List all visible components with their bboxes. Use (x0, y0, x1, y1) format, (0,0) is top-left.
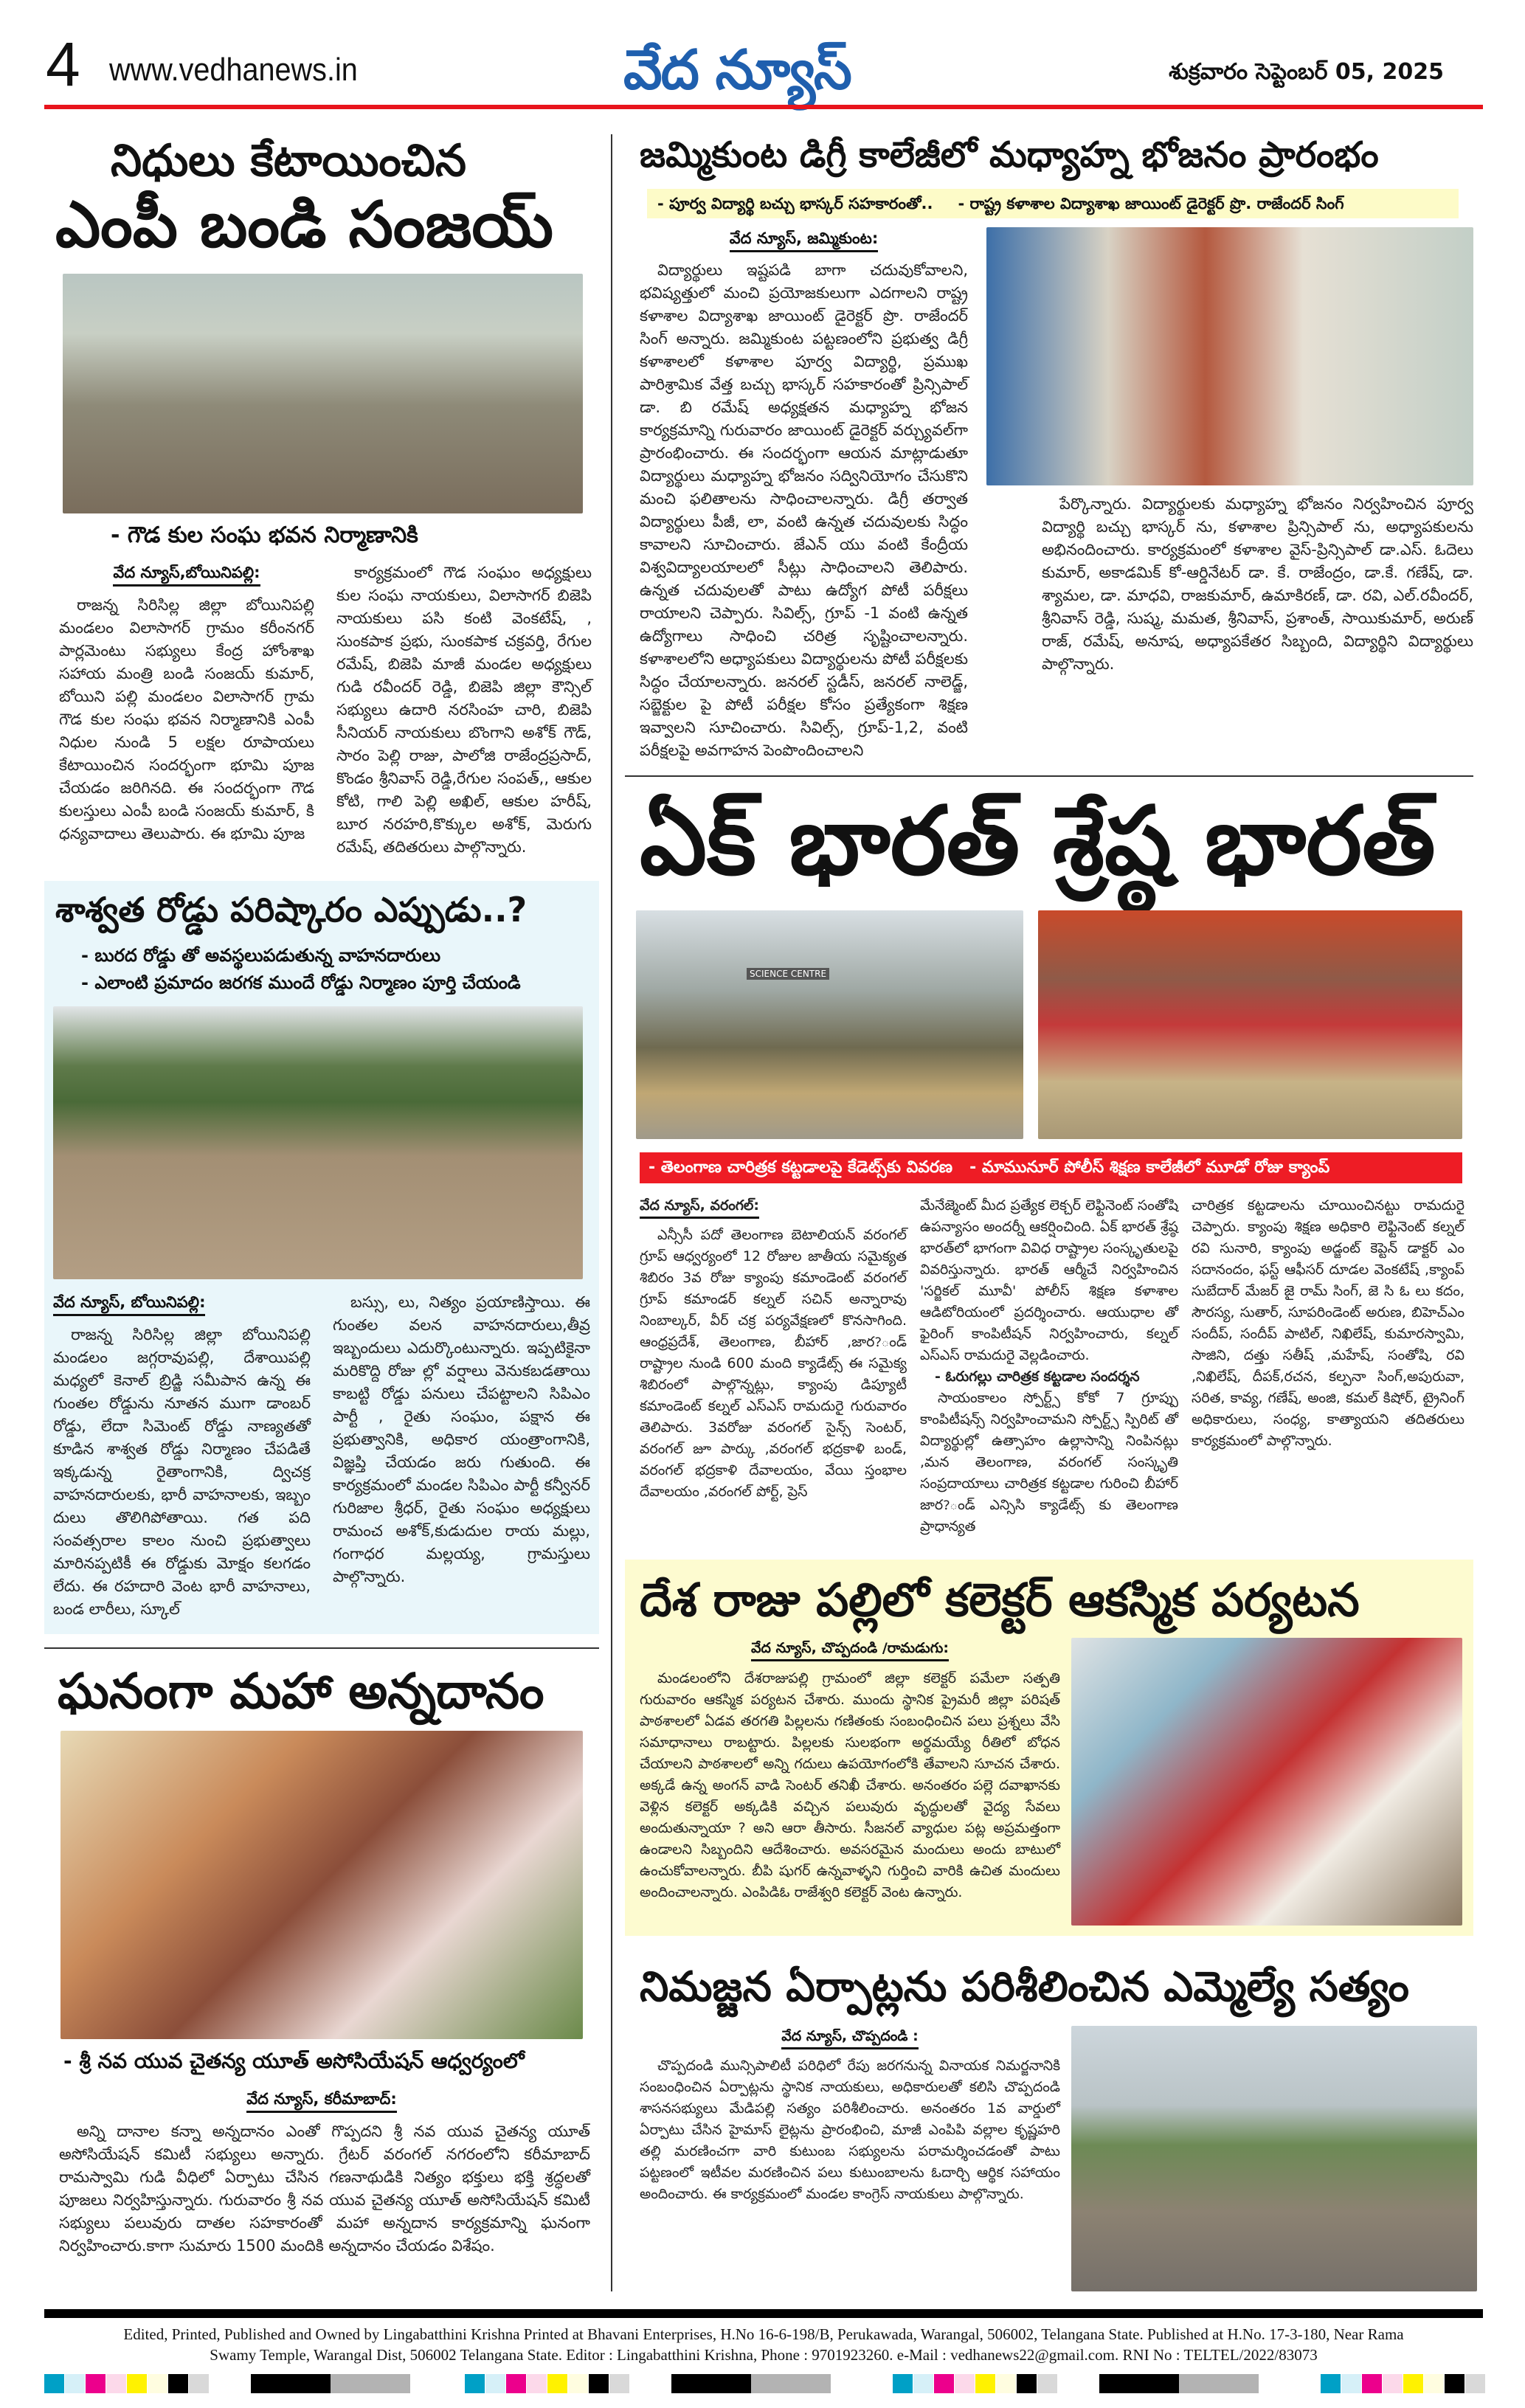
dateline-road: వేద న్యూస్, బోయినిపల్లి: (53, 1291, 311, 1315)
subhead-strip-jammikunta (647, 189, 1459, 218)
caption-mp: - గౌడ కుల సంఘ భవన నిర్మాణానికి (111, 522, 418, 549)
registration-swatch (913, 2374, 933, 2393)
caption-annadanam: - శ్రీ నవ యువ చైతన్య యూత్ అసోసియేషన్ ఆధ్వర్యంలో (63, 2048, 525, 2073)
body-road-col2: బస్సు, లు, నిత్యం ప్రయాణిస్తాయి. ఈ గుంతల వలన వాహనదారులు,తీవ్ర ఇబ్బందులు ఎదుర్కొంటున్నారు. ఇప్పటికైనా మరికొద్ది రోజు ల్లో వర్షాలు వెనుకబడతాయి కాబట్టి రోడ్డు పనులు చేపట్టాలని సిపిఎం పార్టీ , రైతు సంఘం, పక్షాన ఈ ప్రభుత్వానికి, అధికార యంత్రాంగానికి, విజ్ఞప్తి చేయడం జరు గుతుంది. ఈ కార్యక్రమంలో మండల సిపిఎం పార్టీ కన్వీనర్ గురిజాల శ్రీధర్, రైతు సంఘం అధ్యక్షులు రామంచ అశోక్,కుడుదుల రాయ మల్లు, గంగాధర మల్లయ్య, గ్రామస్తులు పాల్గొన్నారు. (333, 1293, 590, 1586)
headline-mp-line1: నిధులు కేటాయించిన (111, 135, 466, 187)
headline-annadanam: ఘనంగా మహా అన్నదానం (58, 1662, 544, 1720)
body-mp-col1: రాజన్న సిరిసిల్ల జిల్లా బోయినిపల్లి మండలం విలాసాగర్ గ్రామం కరీంనగర్ పార్లమెంటు సభ్యులు కేంద్ర హోంశాఖ సహాయ మంత్రి బండి సంజయ్ కుమార్, బోయిని పల్లి మండలం విలాసాగర్ గ్రామ గౌడ కుల సంఘ భవన నిర్మాణానికి ఎంపీ నిధుల నుండి 5 లక్షల రూపాయలు కేటాయించిన సందర్భంగా భూమి పూజ చేయడం జరిగినది. ఈ సందర్భంగా గౌడ కులస్తులు ఎంపీ బండి సంజయ్ కుమార్, కి ధన్యవాదాలు తెలుపారు. ఈ భూమి పూజ (59, 595, 314, 843)
photo-collector-school (1071, 1638, 1462, 1926)
dateline-jammikunta: వేద న్యూస్, జమ్మికుంట: (640, 227, 968, 251)
dateline-annadanam: వేద న్యూస్, కరీమాబాద్: (44, 2088, 599, 2111)
imprint-line-2: Swamy Temple, Warangal Dist, 506002 Telangana State. Editor : Lingabatthini Krishna, Phone : 9701923260. e-Mail : vedhanews22@gmail.com. RNI No : TELTEL/2022/83073 (210, 2345, 1318, 2364)
registration-swatch (1403, 2374, 1423, 2393)
subhead-road-1: - బురద రోడ్డు తో అవస్థలుపడుతున్న వాహనదారులు (81, 945, 441, 966)
registration-swatch (527, 2374, 547, 2393)
section-rule (44, 1647, 599, 1649)
registration-swatch (1341, 2374, 1361, 2393)
registration-swatch (1424, 2374, 1444, 2393)
registration-swatch (65, 2374, 85, 2393)
headline-road: శాశ్వత రోడ్డు పరిష్కారం ఎప్పుడు..? (55, 890, 528, 930)
section-rule (625, 775, 1473, 777)
road-article-box (44, 881, 599, 1633)
registration-swatch (1445, 2374, 1465, 2393)
headline-mp-line2: ఎంపీ బండి సంజయ్ (55, 188, 553, 262)
photo-mla-inspection (1071, 2026, 1477, 2291)
registration-swatch (934, 2374, 954, 2393)
photo-sign-text: SCIENCE CENTRE (747, 968, 829, 980)
body-collector: మండలంలోని దేశరాజుపల్లి గ్రామంలో జిల్లా కలెక్టర్ పమేలా సత్పతి గురువారం ఆకస్మిక పర్యటన చేశారు. ముందు స్థానిక ప్రైమరీ జిల్లా పరిషత్ పాఠశాలలో ఏడవ తరగతి పిల్లలను గణితంకు సంబంధించిన పలు ప్రశ్నలు వేసి సమాధానాలు రాబట్టారు. పిల్లలకు సులభంగా అర్థమయ్యే రీతిలో బోధన చేయాలని పాఠశాలలో అన్ని గదులు ఉపయోగంలోకి తేవాలని సూచన చేశారు. అక్కడే ఉన్న అంగన్ వాడి సెంటర్ తనిఖీ చేశారు. అనంతరం పల్లె దవాఖానకు వెళ్లిన కలెక్టర్ అక్కడికి వచ్చిన పలువురు వృద్ధులతో వైద్య సేవలు అందుతున్నాయా ? అని ఆరా తీసారు. సీజనల్ వ్యాధుల పట్ల అప్రమత్తంగా ఉండాలని సిబ్బందిని ఆదేశించారు. అవసరమైన మందులు అందు బాటులో ఉంచుకోవాలన్నారు. బీపి షుగర్ ఉన్నవాళ్ళని గుర్తించి వారికి ఉచిత మందులు అందించాలన్నారు. ఎంపిడిఓ రాజేశ్వరి కలెక్టర్ వెంట ఉన్నారు. (640, 1670, 1060, 1900)
headline-jammikunta: జమ్మికుంట డిగ్రీ కాలేజీలో మధ్యాహ్న భోజనం ప్రారంభం (640, 134, 1379, 176)
subhead-jammikunta-1: - పూర్వ విద్యార్థి బచ్చు భాస్కర్ సహకారంతో.. (657, 194, 933, 212)
header-rule (44, 105, 1483, 109)
registration-swatch (465, 2374, 485, 2393)
imprint-line-1: Edited, Printed, Published and Owned by Lingabatthini Krishna Printed at Bhavani Enterprises, H.No 16-6-198/B, Perukawada, Warangal, 506002, Telangana State. Published at H.No. 17-3-180, Near Rama (123, 2325, 1404, 2343)
registration-swatch (506, 2374, 526, 2393)
subhead-road-2: - ఎలాంటి ప్రమాదం జరగక ముందే రోడ్డు నిర్మాణం పూర్తి చేయండి (81, 972, 521, 993)
registration-swatch (1383, 2374, 1403, 2393)
issue-date: శుక్రవారం సెప్టెంబర్ 05, 2025 (1169, 59, 1444, 85)
headline-nimajjanam: నిమజ్జన ఏర్పాట్లను పరిశీలించిన ఎమ్మెల్యే సత్యం (640, 1963, 1409, 2012)
registration-swatch (168, 2374, 188, 2393)
footer-rule (44, 2309, 1483, 2318)
registration-block (1099, 2374, 1179, 2393)
photo-muddy-road (53, 1006, 583, 1279)
registration-swatch (547, 2374, 567, 2393)
registration-swatch (996, 2374, 1016, 2393)
registration-swatch (975, 2374, 995, 2393)
column-divider (611, 134, 612, 2291)
registration-swatch (1037, 2374, 1057, 2393)
dateline-ncc: వేద న్యూస్, వరంగల్: (640, 1195, 907, 1217)
registration-swatch (485, 2374, 505, 2393)
registration-block (1179, 2374, 1259, 2393)
body-ncc-col2: మేనేజ్మెంట్ మీద ప్రత్యేక లెక్చర్ లెఫ్టినెంట్ సంతోషి ఉపన్యాసం అందర్నీ ఆకర్షించింది. ఏక్ భారత్ శ్రేష్ఠ భారత్‌లో భాగంగా వివిధ రాష్ట్రాల సంస్కృతులపై వివరిస్తున్నారు. భారత్ ఆర్మీచే నిర్వహించిన 'సర్జికల్ మూవీ' పోలీస్ శిక్షణ కళాశాల ఆడిటోరియంలో ప్రదర్శించారు. ఆయుధాల తో ఫైరింగ్ కాంపిటీషన్ నిర్వహించారు, కల్నల్ ఎస్ఎస్ రామదురై వెల్లడించారు. - ఓరుగల్లు చారిత్రక కట్టడాల సందర్శన సాయంకాలం స్పోర్ట్స్ కోకో 7 గ్రూప్పు కాంపిటీషన్స్ నిర్వహించామని స్పోర్ట్స్ స్పిరిట్ తో విద్యార్థుల్లో ఉత్సాహం ఉల్లాసాన్ని నింపినట్లు ,మన తెలంగాణ, వరంగల్ సంస్కృతి సంప్రదాయాలు చారిత్రక కట్టడాల గురించి బీహార్ జార?ండ్ ఎన్సిసి క్యాడేట్స్ కు తెలంగాణ ప్రాధాన్యత (920, 1197, 1178, 1535)
photo-ncc-cadets-steps (1038, 910, 1462, 1139)
body-annadanam: అన్ని దానాల కన్నా అన్నదానం ఎంతో గొప్పదని శ్రీ నవ యువ చైతన్య యూత్ అసోసియేషన్ కమిటీ సభ్యులు అన్నారు. గ్రేటర్ వరంగల్ నగరంలోని కరీమాబాద్ రామస్వామి గుడి వీధిలో ఏర్పాటు చేసిన గణనాథుడికి నిత్యం భక్తులు భక్తి శ్రద్ధలతో పూజలు నిర్వహిస్తున్నారు. గురువారం శ్రీ నవ యువ చైతన్య యూత్ అసోసియేషన్ కమిటీ సభ్యులు పలువురు దాతల సహకారంతో మహా అన్నదాన కార్యక్రమాన్ని ఘనంగా నిర్వహించారు.కాగా సుమారు 1500 మందికి అన్నదానం చేయడం విశేషం. (59, 2122, 590, 2255)
collector-article-box (625, 1560, 1473, 1936)
body-road-col1: రాజన్న సిరిసిల్ల జిల్లా బోయినిపల్లి మండలం జగ్గరావుపల్లి, దేశాయిపల్లి మధ్యలో కెనాల్ బ్రిడ్జి సమీపాన ఉన్న ఈ గుంతల రోడ్డును నూతన ముగా డాంబర్ రోడ్డు, లేదా సిమెంట్ రోడ్డు నాణ్యతతో కూడిన శాశ్వత రోడ్డు నిర్మాణం చేపడితే ఇక్కడున్న రైతాంగానికి, ద్విచక్ర వాహనదారులకు, భారీ వాహనాలకు, ఇబ్బం దులు తొలిగిపోతాయి. గత పది సంవత్సరాల కాలం నుంచి ప్రభుత్వాలు మారినప్పటికీ ఈ రోడ్డుకు మోక్షం కలగడం లేదు. ఈ రహదారి వెంట భారీ వాహనాలు, బండ లారీలు, స్కూల్ (53, 1325, 311, 1618)
registration-swatch (955, 2374, 975, 2393)
registration-swatch (1465, 2374, 1485, 2393)
body-ncc-col1: ఎన్సీసీ పదో తెలంగాణ బెటాలియన్ వరంగల్ గ్రూప్ ఆధ్వర్యంలో 12 రోజుల జాతీయ సమైక్యత శిబిరం 3వ రోజు క్యాంపు కమాండెంట్ వరంగల్ గ్రూప్ కమాండర్ కల్నల్ సచిన్ అన్నారావు నింబాల్కర్, వీర్ చక్ర పర్యవేక్షణలో కొనసాగింది. ఆంధ్రప్రదేశ్, తెలంగాణ, బీహార్ ,జార?ండ్ రాష్ట్రాల నుండి 600 మంది క్యాడేట్స్ ఈ సమైక్య శిబిరంలో పాల్గొన్నట్లు, క్యాంపు డిప్యూటీ కమాండెంట్ కల్నల్ ఎస్ఎస్ రామదురై గురువారం తెలిపారు. 3వరోజు వరంగల్ సైన్స్ సెంటర్, వరంగల్ జూ పార్కు ,వరంగల్ భద్రకాళి బండ్, వరంగల్ భద్రకాళి దేవాలయం, వేయి స్తంభాల దేవాలయం ,వరంగల్ పోర్ట్, ప్రెస్ (640, 1227, 907, 1501)
registration-swatch (44, 2374, 64, 2393)
registration-swatch (589, 2374, 609, 2393)
registration-swatch (1362, 2374, 1382, 2393)
website-url[interactable]: www.vedhanews.in (109, 52, 358, 88)
strip-ncc: - తెలంగాణ చారిత్రక కట్టడాలపై కేడెట్స్‌కు వివరణ - మామునూర్ పోలీస్ శిక్షణ కాలేజీలో మూడో రోజు క్యాంప్ (640, 1152, 1462, 1183)
registration-swatch (1017, 2374, 1037, 2393)
body-nimajjanam: చొప్పదండి మున్సిపాలిటీ పరిధిలో రేపు జరగనున్న వినాయక నిమర్జనానికి సంబంధించిన ఏర్పాట్లను స్థానిక నాయకులు, అధికారులతో కలిసి చొప్పదండి శాసనసభ్యులు మేడిపల్లి సత్యం పరిశీలించారు. అనంతరం 1వ వార్డులో ఏర్పాటు చేసిన హైమాస్ లైట్లను ప్రారంభించి, మాజీ ఎంపిపి వల్లాల కృష్ణహరి తల్లి మరణించగా వారి కుటుంబ సభ్యులను పరామర్శించడంతో పాటు పట్టణంలో ఇటీవల మరణించిన పలు కుటుంబాలను ఓదార్చి ఆర్థిక సహాయం అందించారు. ఈ కార్యక్రమంలో మండల కాంగ్రెస్ నాయకులు పాల్గొన్నారు. (640, 2058, 1060, 2202)
masthead-logo: వేద న్యూస్ (623, 38, 851, 102)
page-number: 4 (46, 30, 80, 99)
subhead-ncc: - ఓరుగల్లు చారిత్రక కట్టడాల సందర్శన (935, 1368, 1140, 1385)
registration-block (331, 2374, 410, 2393)
body-mp-col2: కార్యక్రమంలో గౌడ సంఘం అధ్యక్షులు కుల సంఘ నాయకులు, విలాసాగర్ బిజెపి నాయకులు పసి కంటి వెంకటేష్, , సుంకపాక ప్రభు, సుంకపాక చక్రవర్తి, రేగుల రమేష్, బిజెపి మాజీ మండల అధ్యక్షులు గుడి రవీందర్ రెడ్డి, బిజెపి జిల్లా కౌన్సిల్ సభ్యులు ఉదారి నరసింహ చారి, బిజెపి సీనియర్ నాయకులు బొంగాని అశోక్ గౌడ్, సారం పెల్లి రాజు, పాలోజి రాజేంద్రప్రసాద్, కొండం శ్రీనివాస్ రెడ్డి,రేగుల సంపత్,, ఆకుల కోటి, గాలి పెల్లి అఖిల్, ఆకుల హరీష్, బూర నరహరి,కొక్కుల అశోక్, మెరుగు రమేష్, తదితరులు పాల్గొన్నారు. (336, 564, 592, 857)
registration-block (251, 2374, 331, 2393)
registration-swatch (148, 2374, 167, 2393)
headline-collector: దేశ రాజు పల్లిలో కలెక్టర్ ఆకస్మిక పర్యటన (640, 1572, 1360, 1627)
registration-block (751, 2374, 831, 2393)
registration-swatch (609, 2374, 629, 2393)
registration-swatch (86, 2374, 106, 2393)
dateline-mp: వేద న్యూస్,బోయినిపల్లి: (59, 561, 314, 585)
photo-midday-meal (986, 227, 1473, 485)
headline-ncc: ఏక్ భారత్ శ్రేష్ఠ భారత్ (640, 786, 1436, 897)
registration-swatch (1321, 2374, 1341, 2393)
registration-swatch (189, 2374, 209, 2393)
registration-color-bars (44, 2374, 1483, 2393)
photo-annadanam (60, 1731, 583, 2039)
body-ncc-col3: చారిత్రక కట్టడాలను చూయించినట్టు రామదురై చెప్పారు. క్యాంపు శిక్షణ అధికారి లెఫ్టినెంట్ కల్నల్ రవి సునారి, క్యాంపు అడ్జంట్ కెప్టెన్ డాక్టర్ ఎం సదానందం, ఫస్ట్ ఆఫీసర్ దూడల వెంకటేష్ ,క్యాంప్ సుబేదార్ మేజర్ జై రామ్ సింగ్, జె సి ఓ లు కదం, సౌరస్య, సుతార్, సూపరిండెంట్ అరుణ, బిహెచ్ఎం సందీప్, సందీప్ పాటిల్, నిఖిలేష్, కుమారస్వామి, సాజిని, దత్తు సతీష్ ,మహేష్, సంతోషి, రవి ,నిఖిలేష్, దీపక్,రచన, కల్పనా సింగ్,అపురువా, సరిత, కావ్య, గణేష్, అంజి, కమల్ కిషోర్, ట్రైనింగ్ అధికారులు, సంధ్య, కాత్యాయని తదితరులు కార్యక్రమంలో పాల్గొన్నారు. (1192, 1197, 1465, 1449)
body-jammikunta-col2: పేర్కొన్నారు. విద్యార్థులకు మధ్యాహ్న భోజనం నిర్వహించిన పూర్వ విద్యార్థి బచ్చు భాస్కర్ ను, కళాశాల ప్రిన్సిపాల్ ను, అధ్యాపకులను అభినందించారు. కార్యక్రమంలో కళాశాల వైస్-ప్రిన్సిపాల్ డా.ఎస్. ఓదెలు కుమార్, అకాడమిక్ కో-ఆర్డినేటర్ డా. కే. రాజేంద్రం, డా.కే. గణేష్, డా. శ్యామల, డా. మాధవి, రాజకుమార్, ఉమాకిరణ్, డా. రవి, ఎల్.రవీందర్, శ్రీనివాస్ రెడ్డి, సుష్మ, మమత, శ్రీనివాస్, ప్రశాంత్, సాయికుమార్, అరుణ్ రాజ్, రమేష్, అనూష, అధ్యాపకేతర సిబ్బంది, విద్యార్థిని విద్యార్థులు పాల్గొన్నారు. (1042, 494, 1473, 673)
registration-block (671, 2374, 751, 2393)
dateline-nimajjanam: వేద న్యూస్, చొప్పదండి : (640, 2026, 1060, 2047)
registration-swatch (106, 2374, 126, 2393)
subhead-jammikunta-2: - రాష్ట్ర కళాశాల విద్యాశాఖ జాయింట్ డైరెక్టర్ ప్రొ. రాజేందర్ సింగ్ (958, 194, 1344, 212)
photo-ncc-science-centre (636, 910, 1023, 1139)
masthead (0, 0, 1525, 118)
registration-swatch (893, 2374, 913, 2393)
registration-swatch (127, 2374, 147, 2393)
dateline-collector: వేద న్యూస్, చొప్పదండి /రామడుగు: (640, 1638, 1060, 1659)
registration-swatch (568, 2374, 588, 2393)
body-jammikunta-col1: విద్యార్థులు ఇష్టపడి బాగా చదువుకోవాలని, భవిష్యత్తులో మంచి ప్రయోజకులుగా ఎదగాలని రాష్ట్ర కళాశాల విద్యాశాఖ జాయింట్ డైరెక్టర్ ప్రొ. రాజేందర్ సింగ్ అన్నారు. జమ్మికుంట పట్టణంలోని ప్రభుత్వ డిగ్రీ కళాశాలలో కళాశాల పూర్వ విద్యార్థి, ప్రముఖ పారిశ్రామిక వేత్త బచ్చు భాస్కర్ సహకారంతో ప్రిన్సిపాల్ డా. బి రమేష్ అధ్యక్షతన మధ్యాహ్న భోజన కార్యక్రమాన్ని గురువారం జాయింట్ డైరెక్టర్ వర్చ్యువల్‌గా ప్రారంభించారు. ఈ సందర్భంగా ఆయన మాట్లాడుతూ విద్యార్థులు మధ్యాహ్న భోజనం సద్వినియోగం చేసుకొని మంచి ఫలితాలను సాధించాలన్నారు. డిగ్రీ తర్వాత విద్యార్థులు పీజీ, లా, వంటి ఉన్నత చదువులకు సిద్ధం కావాలని సూచించారు. జేఎన్ యు వంటి కేంద్రీయ విశ్వవిద్యాలయాలలో సీట్లు సాధించాలని తెలిపారు. ఉన్నత చదువులతో పాటు ఉద్యోగ పోటీ పరీక్షలు రాయాలని చెప్పారు. సివిల్స్, గ్రూప్ -1 వంటి ఉన్నత ఉద్యోగాలు సాధించి చరిత్ర సృష్టించాలన్నారు. కళాశాలలోని అధ్యాపకులు విద్యార్థులను పోటీ పరీక్షలకు సిద్ధం చేయాలన్నారు. జనరల్ స్టడీస్, జనరల్ నాలెడ్జ్, సబ్జెక్టుల పై పోటీ పరీక్షల కోసం ప్రత్యేకంగా శిక్షణ ఇవ్వాలని సూచించారు. సివిల్స్, గ్రూప్-1,2, వంటి పరీక్షలపై అవగాహన పెంపొందించాలని (640, 261, 968, 760)
photo-bhoomi-pooja (63, 274, 583, 513)
